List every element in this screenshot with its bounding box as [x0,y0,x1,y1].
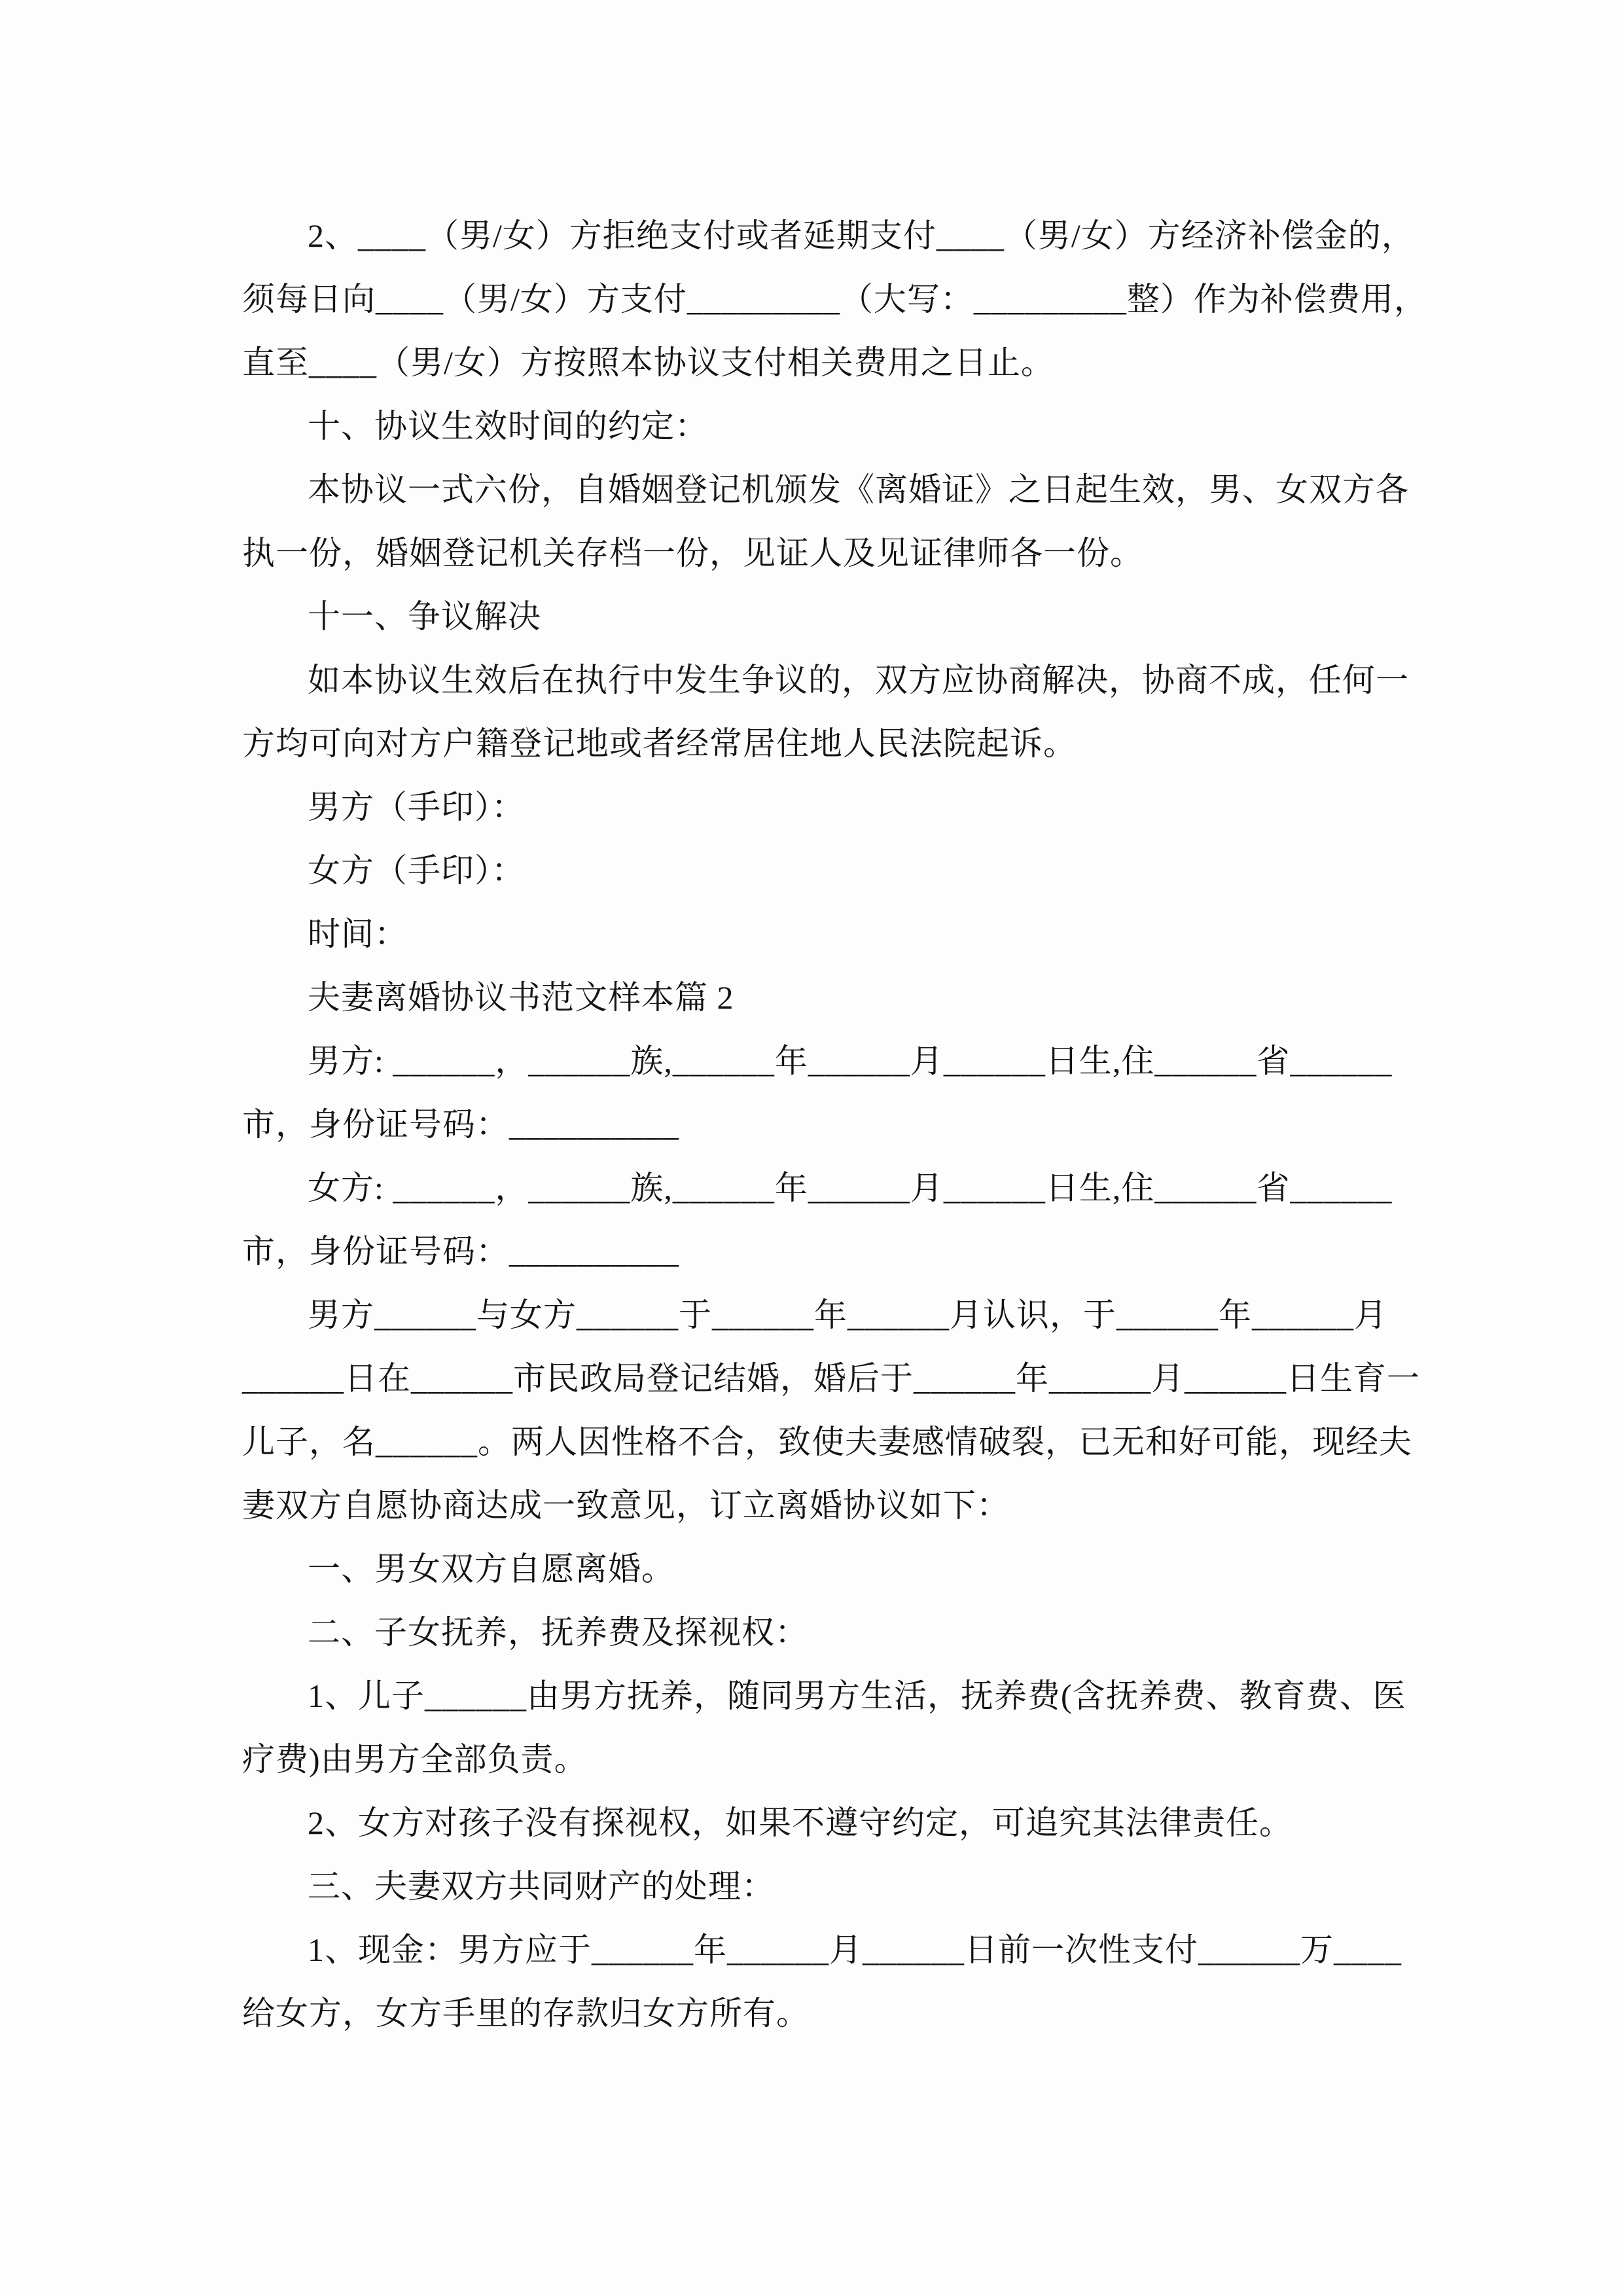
section-heading: 二、子女抚养，抚养费及探视权： [308,1614,808,1651]
signature-line-male: 男方（手印）： [308,789,525,825]
text-line: 妻双方自愿协商达成一致意见，订立离婚协议如下： [242,1487,1010,1524]
document-body [242,204,1427,2045]
text-line: 2、女方对孩子没有探视权，如果不遵守约定，可追究其法律责任。 [308,1804,1293,1841]
text-line: ______日在______市民政局登记结婚，婚后于______年______月______日生育一 [242,1360,1420,1397]
text-line: 女方: ______，______族,______年______月______日生,住______省______ [308,1170,1393,1206]
text-line: 男方: ______，______族,______年______月______日生,住______省______ [308,1043,1393,1079]
text-line: 给女方，女方手里的存款归女方所有。 [242,1995,810,2032]
text-line: 儿子，名______。两人因性格不合，致使夫妻感情破裂，已无和好可能，现经夫 [242,1424,1412,1460]
section-heading: 一、男女双方自愿离婚。 [308,1551,675,1587]
date-line: 时间： [308,916,408,952]
text-line: 执一份，婚姻登记机关存档一份，见证人及见证律师各一份。 [242,535,1143,571]
text-line: 2、____（男/女）方拒绝支付或者延期支付____（男/女）方经济补偿金的， [308,217,1415,254]
text-line: 疗费)由男方全部负责。 [242,1741,588,1778]
text-line: 1、儿子______由男方抚养，随同男方生活，抚养费(含抚养费、教育费、医 [308,1677,1406,1714]
text-line: 1、现金：男方应于______年______月______日前一次性支付______万____ [308,1931,1402,1968]
text-line: 市，身份证号码：__________ [242,1106,679,1143]
text-line: 如本协议生效后在执行中发生争议的，双方应协商解决，协商不成，任何一 [308,662,1409,698]
text-line: 方均可向对方户籍登记地或者经常居住地人民法院起诉。 [242,725,1077,762]
text-line: 须每日向____（男/女）方支付_________（大写：_________整）作为补偿费用， [242,281,1427,317]
sample-title: 夫妻离婚协议书范文样本篇 2 [308,979,734,1016]
section-heading: 十一、争议解决 [308,598,541,635]
section-heading: 三、夫妻双方共同财产的处理： [308,1868,775,1905]
section-heading: 十、协议生效时间的约定： [308,408,708,444]
text-line: 男方______与女方______于______年______月认识，于______年______月 [308,1297,1387,1333]
text-line: 本协议一式六份，自婚姻登记机颁发《离婚证》之日起生效，男、女双方各 [308,471,1409,508]
text-line: 市，身份证号码：__________ [242,1233,679,1270]
text-line: 直至____（男/女）方按照本协议支付相关费用之日止。 [242,344,1054,381]
signature-line-female: 女方（手印）： [308,852,525,889]
